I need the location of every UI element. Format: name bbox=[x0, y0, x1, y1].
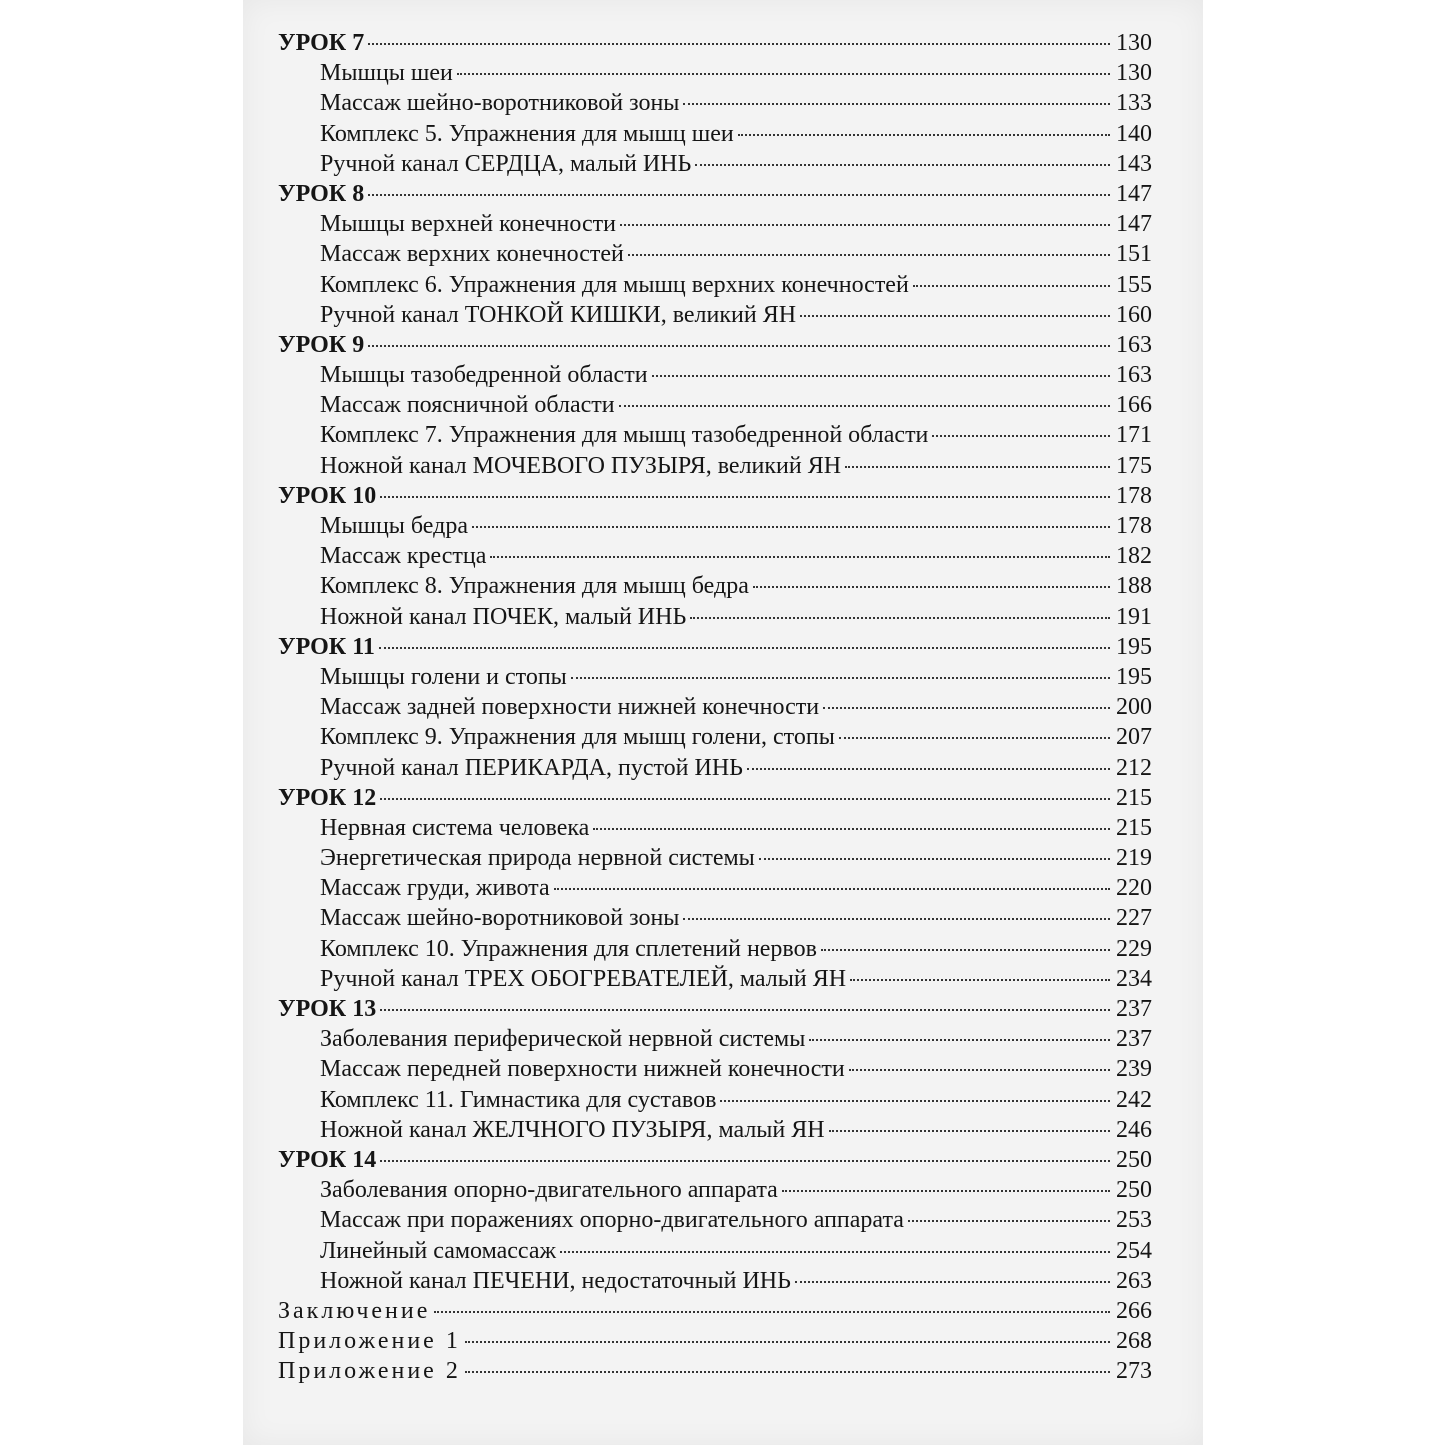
toc-topic-row bbox=[278, 1266, 1152, 1296]
toc-topic-row bbox=[278, 753, 1152, 783]
dot-leader bbox=[380, 1007, 1110, 1011]
toc-entry-title: Массаж груди, живота bbox=[320, 875, 550, 902]
toc-topic-row bbox=[278, 1236, 1152, 1266]
toc-topic-row bbox=[278, 662, 1152, 692]
toc-entry-title: Массаж передней поверхности нижней конечности bbox=[320, 1056, 845, 1083]
toc-entry-title: Энергетическая природа нервной системы bbox=[320, 845, 755, 872]
toc-page-number: 143 bbox=[1116, 150, 1152, 177]
toc-entry-title: Комплекс 7. Упражнения для мышц тазобедренной области bbox=[320, 422, 929, 449]
toc-page-number: 239 bbox=[1116, 1056, 1152, 1083]
dot-leader bbox=[368, 343, 1110, 347]
toc-page-number: 250 bbox=[1116, 1177, 1152, 1204]
toc-page-number: 237 bbox=[1116, 1026, 1152, 1053]
dot-leader bbox=[913, 283, 1110, 287]
toc-page-number: 246 bbox=[1116, 1116, 1152, 1143]
dot-leader bbox=[368, 192, 1110, 196]
toc-entry-title: УРОК 10 bbox=[278, 482, 377, 509]
toc-entry-title: УРОК 7 bbox=[278, 30, 365, 56]
toc-topic-row bbox=[278, 239, 1152, 269]
toc-topic-row bbox=[278, 1205, 1152, 1235]
toc-page-number: 220 bbox=[1116, 875, 1152, 902]
toc-topic-row bbox=[278, 58, 1152, 88]
dot-leader bbox=[753, 584, 1110, 588]
dot-leader bbox=[620, 222, 1110, 226]
toc-page-number: 188 bbox=[1116, 573, 1152, 600]
dot-leader bbox=[747, 766, 1110, 770]
toc-entry-title: Мышцы голени и стопы bbox=[320, 663, 567, 690]
toc-topic-row bbox=[278, 843, 1152, 873]
dot-leader bbox=[782, 1188, 1110, 1192]
toc-lesson-row bbox=[278, 179, 1152, 209]
dot-leader bbox=[809, 1037, 1110, 1041]
toc-page-number: 273 bbox=[1116, 1358, 1152, 1385]
toc-entry-title: Ручной канал ТРЕХ ОБОГРЕВАТЕЛЕЙ, малый ЯН bbox=[320, 965, 847, 992]
toc-topic-row bbox=[278, 511, 1152, 541]
toc-entry-title: Массаж шейно-воротниковой зоны bbox=[320, 905, 680, 932]
toc-entry-title: Комплекс 6. Упражнения для мышц верхних конечностей bbox=[320, 271, 909, 298]
toc-entry-title: Ручной канал ПЕРИКАРДА, пустой ИНЬ bbox=[320, 754, 743, 781]
toc-topic-row bbox=[278, 813, 1152, 843]
toc-entry-title: Нервная система человека bbox=[320, 814, 590, 841]
toc-entry-title: Комплекс 5. Упражнения для мышц шеи bbox=[320, 120, 734, 147]
dot-leader bbox=[380, 494, 1110, 498]
toc-entry-title: УРОК 12 bbox=[278, 784, 377, 811]
toc-entry-title: Ножной канал ПОЧЕК, малый ИНЬ bbox=[320, 603, 687, 630]
dot-leader bbox=[850, 977, 1110, 981]
toc-entry-title: УРОК 13 bbox=[278, 996, 377, 1022]
toc-entry-title: Мышцы шеи bbox=[320, 60, 453, 87]
toc-entry-title: Ножной канал ПЕЧЕНИ, недостаточный ИНЬ bbox=[320, 1267, 791, 1294]
toc-entry-title: Комплекс 10. Упражнения для сплетений нервов bbox=[320, 935, 817, 962]
dot-leader bbox=[800, 313, 1110, 317]
toc-entry-title: Линейный самомассаж bbox=[320, 1237, 557, 1264]
dot-leader bbox=[738, 132, 1110, 136]
dot-leader bbox=[849, 1067, 1110, 1071]
toc-page-number: 215 bbox=[1116, 814, 1152, 841]
toc-topic-row bbox=[278, 209, 1152, 239]
toc-entry-title: Массаж поясничной области bbox=[320, 392, 615, 419]
toc-topic-row bbox=[278, 300, 1152, 330]
toc-topic-row bbox=[278, 722, 1152, 752]
toc-page-number: 140 bbox=[1116, 120, 1152, 147]
dot-leader bbox=[380, 1158, 1110, 1162]
toc-entry-title: Массаж при поражениях опорно-двигательного аппарата bbox=[320, 1207, 904, 1234]
toc-page-number: 266 bbox=[1116, 1297, 1152, 1324]
dot-leader bbox=[628, 252, 1110, 256]
toc-page-number: 178 bbox=[1116, 513, 1152, 539]
dot-leader bbox=[434, 1309, 1110, 1313]
toc-lesson-row bbox=[278, 330, 1152, 360]
toc-entry-title: Массаж шейно-воротниковой зоны bbox=[320, 90, 680, 117]
dot-leader bbox=[490, 554, 1110, 558]
toc-topic-row bbox=[278, 390, 1152, 420]
dot-leader bbox=[465, 1339, 1110, 1343]
dot-leader bbox=[560, 1249, 1110, 1253]
toc-appendix-row bbox=[278, 1296, 1152, 1326]
toc-page-number: 182 bbox=[1116, 543, 1152, 570]
toc-lesson-row bbox=[278, 783, 1152, 813]
dot-leader bbox=[932, 433, 1110, 437]
toc-topic-row bbox=[278, 934, 1152, 964]
toc-page-number: 178 bbox=[1116, 482, 1152, 509]
toc-page-number: 263 bbox=[1116, 1267, 1152, 1294]
toc-page-number: 163 bbox=[1116, 331, 1152, 358]
toc-topic-row bbox=[278, 420, 1152, 450]
toc-page-number: 215 bbox=[1116, 784, 1152, 811]
toc-topic-row bbox=[278, 270, 1152, 300]
toc-entry-title: Массаж верхних конечностей bbox=[320, 241, 624, 268]
toc-topic-row bbox=[278, 541, 1152, 571]
toc-page-number: 151 bbox=[1116, 241, 1152, 268]
toc-entry-title: УРОК 9 bbox=[278, 331, 365, 358]
toc-topic-row bbox=[278, 1115, 1152, 1145]
dot-leader bbox=[380, 796, 1110, 800]
dot-leader bbox=[571, 675, 1110, 679]
toc-page-number: 207 bbox=[1116, 724, 1152, 751]
toc-page-number: 253 bbox=[1116, 1207, 1152, 1234]
toc-entry-title: Мышцы бедра bbox=[320, 513, 469, 539]
dot-leader bbox=[795, 1279, 1110, 1283]
toc-topic-row bbox=[278, 1054, 1152, 1084]
toc-page-number: 234 bbox=[1116, 965, 1152, 992]
toc-page-number: 191 bbox=[1116, 603, 1152, 630]
toc-topic-row bbox=[278, 88, 1152, 118]
toc-page-number: 147 bbox=[1116, 211, 1152, 238]
toc-topic-row bbox=[278, 1175, 1152, 1205]
toc-page-number: 160 bbox=[1116, 301, 1152, 328]
dot-leader bbox=[554, 886, 1110, 890]
toc-topic-row bbox=[278, 602, 1152, 632]
toc-entry-title: УРОК 14 bbox=[278, 1146, 377, 1173]
toc-page-number: 163 bbox=[1116, 362, 1152, 389]
toc-topic-row bbox=[278, 360, 1152, 390]
table-of-contents bbox=[278, 28, 1152, 1386]
toc-entry-title: Мышцы тазобедренной области bbox=[320, 362, 648, 389]
toc-page-number: 229 bbox=[1116, 935, 1152, 962]
dot-leader bbox=[829, 1128, 1110, 1132]
toc-entry-title: Массаж задней поверхности нижней конечности bbox=[320, 694, 820, 721]
toc-page-number: 242 bbox=[1116, 1086, 1152, 1113]
dot-leader bbox=[695, 162, 1110, 166]
toc-topic-row bbox=[278, 1024, 1152, 1054]
toc-topic-row bbox=[278, 119, 1152, 149]
toc-topic-row bbox=[278, 1085, 1152, 1115]
toc-entry-title: Приложение 2 bbox=[278, 1358, 461, 1385]
dot-leader bbox=[683, 916, 1110, 920]
dot-leader bbox=[619, 403, 1110, 407]
toc-entry-title: Комплекс 9. Упражнения для мышц голени, стопы bbox=[320, 724, 835, 751]
toc-entry-title: Заключение bbox=[278, 1297, 431, 1324]
toc-page-number: 212 bbox=[1116, 754, 1152, 781]
dot-leader bbox=[593, 826, 1110, 830]
toc-page-number: 155 bbox=[1116, 271, 1152, 298]
toc-page-number: 166 bbox=[1116, 392, 1152, 419]
dot-leader bbox=[379, 645, 1110, 649]
toc-page-number: 237 bbox=[1116, 996, 1152, 1022]
dot-leader bbox=[652, 373, 1110, 377]
dot-leader bbox=[908, 1218, 1110, 1222]
toc-page-number: 200 bbox=[1116, 694, 1152, 721]
toc-topic-row bbox=[278, 571, 1152, 601]
toc-entry-title: Заболевания периферической нервной системы bbox=[320, 1026, 806, 1053]
dot-leader bbox=[368, 41, 1110, 45]
toc-entry-title: УРОК 8 bbox=[278, 180, 365, 207]
toc-page-number: 250 bbox=[1116, 1146, 1152, 1173]
toc-lesson-row bbox=[278, 1145, 1152, 1175]
toc-page-number: 175 bbox=[1116, 452, 1152, 479]
dot-leader bbox=[683, 101, 1110, 105]
toc-lesson-row bbox=[278, 632, 1152, 662]
toc-page-number: 219 bbox=[1116, 845, 1152, 872]
toc-entry-title: Мышцы верхней конечности bbox=[320, 211, 616, 238]
toc-page-number: 147 bbox=[1116, 180, 1152, 207]
dot-leader bbox=[720, 1098, 1110, 1102]
toc-entry-title: Комплекс 8. Упражнения для мышц бедра bbox=[320, 573, 749, 600]
dot-leader bbox=[823, 705, 1110, 709]
toc-topic-row bbox=[278, 964, 1152, 994]
dot-leader bbox=[472, 524, 1110, 528]
toc-page-number: 130 bbox=[1116, 30, 1152, 56]
toc-appendix-row bbox=[278, 1356, 1152, 1386]
dot-leader bbox=[690, 615, 1110, 619]
toc-entry-title: Приложение 1 bbox=[278, 1328, 461, 1355]
toc-page-number: 268 bbox=[1116, 1328, 1152, 1355]
toc-entry-title: Массаж крестца bbox=[320, 543, 487, 570]
toc-page-number: 195 bbox=[1116, 633, 1152, 660]
toc-page-number: 130 bbox=[1116, 60, 1152, 87]
toc-appendix-row bbox=[278, 1326, 1152, 1356]
toc-page-number: 133 bbox=[1116, 90, 1152, 117]
toc-topic-row bbox=[278, 692, 1152, 722]
toc-lesson-row bbox=[278, 994, 1152, 1024]
dot-leader bbox=[465, 1369, 1110, 1373]
toc-entry-title: Ручной канал ТОНКОЙ КИШКИ, великий ЯН bbox=[320, 301, 797, 328]
toc-topic-row bbox=[278, 149, 1152, 179]
toc-page-number: 227 bbox=[1116, 905, 1152, 932]
dot-leader bbox=[845, 464, 1110, 468]
toc-entry-title: Ножной канал МОЧЕВОГО ПУЗЫРЯ, великий ЯН bbox=[320, 452, 842, 479]
toc-page-number: 171 bbox=[1116, 422, 1152, 449]
toc-topic-row bbox=[278, 903, 1152, 933]
toc-topic-row bbox=[278, 873, 1152, 903]
toc-entry-title: Ручной канал СЕРДЦА, малый ИНЬ bbox=[320, 150, 692, 177]
toc-lesson-row bbox=[278, 481, 1152, 511]
toc-entry-title: Заболевания опорно-двигательного аппарата bbox=[320, 1177, 778, 1204]
dot-leader bbox=[759, 856, 1110, 860]
toc-entry-title: Комплекс 11. Гимнастика для суставов bbox=[320, 1086, 717, 1113]
dot-leader bbox=[457, 71, 1110, 75]
toc-page-number: 254 bbox=[1116, 1237, 1152, 1264]
dot-leader bbox=[821, 947, 1110, 951]
toc-entry-title: УРОК 11 bbox=[278, 633, 375, 660]
toc-topic-row bbox=[278, 451, 1152, 481]
toc-lesson-row bbox=[278, 28, 1152, 58]
dot-leader bbox=[839, 735, 1110, 739]
toc-entry-title: Ножной канал ЖЕЛЧНОГО ПУЗЫРЯ, малый ЯН bbox=[320, 1116, 825, 1143]
toc-page-number: 195 bbox=[1116, 663, 1152, 690]
